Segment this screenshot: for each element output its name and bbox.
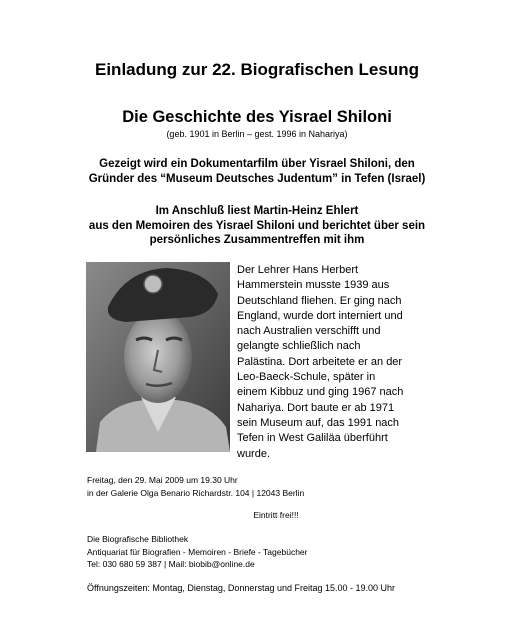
- bio-line: wurde.: [237, 447, 271, 460]
- intro-line: Gründer des “Museum Deutsches Judentum” in Tefen (Israel): [88, 173, 426, 185]
- document-subtitle: Die Geschichte des Yisrael Shiloni: [122, 108, 392, 126]
- bio-line: Nahariya. Dort baute er ab 1971: [237, 401, 395, 414]
- bio-line: Tefen in West Galiläa überführt: [237, 432, 388, 445]
- bio-line: gelangte schließlich nach: [237, 340, 361, 353]
- biography-text: [237, 263, 425, 462]
- document-title: Einladung zur 22. Biografischen Lesung: [95, 60, 419, 79]
- bio-line: einem Kibbuz und ging 1967 nach: [237, 386, 404, 399]
- library-name: Die Biografische Bibliothek: [87, 534, 189, 544]
- bio-line: Palästina. Dort arbeitete er an der: [237, 355, 403, 368]
- event-location: in der Galerie Olga Benario Richardstr. 104 | 12043 Berlin: [87, 487, 305, 498]
- intro-line: Gezeigt wird ein Dokumentarfilm über Yisrael Shiloni, den: [99, 158, 415, 170]
- birth-death-dates: (geb. 1901 in Berlin – gest. 1996 in Nahariya): [166, 129, 348, 139]
- reading-line: persönliches Zusammentreffen mit ihm: [149, 234, 365, 246]
- reading-line: aus den Memoiren des Yisrael Shiloni und berichtet über sein: [88, 219, 426, 232]
- opening-hours: Öffnungszeiten: Montag, Dienstag, Donnerstag und Freitag 15.00 - 19.00 Uhr: [87, 583, 396, 593]
- reading-paragraph: [0, 204, 514, 248]
- intro-paragraph: [0, 157, 514, 187]
- library-contact: Tel: 030 680 59 387 | Mail: biobib@online.de: [87, 559, 255, 569]
- entry-notice: Eintritt frei!!!: [253, 510, 299, 520]
- portrait-photo: [86, 262, 230, 452]
- bio-line: England, wurde dort interniert und: [237, 309, 403, 322]
- bio-line: Der Lehrer Hans Herbert: [237, 264, 359, 276]
- event-date: Freitag, den 29. Mai 2009 um 19.30 Uhr: [87, 475, 238, 485]
- library-description: Antiquariat für Biografien - Memoiren - Briefe - Tagebücher: [87, 546, 308, 557]
- library-info: [87, 533, 487, 571]
- bio-line: sein Museum auf, das 1991 nach: [237, 416, 400, 429]
- bio-line: Leo-Baeck-Schule, später in: [237, 371, 376, 384]
- bio-line: nach Australien verschifft und: [237, 325, 381, 338]
- bio-line: Deutschland fliehen. Er ging nach: [237, 294, 402, 307]
- event-details: [87, 474, 467, 499]
- reading-line: Im Anschluß liest Martin-Heinz Ehlert: [155, 205, 359, 217]
- bio-line: Hammerstein musste 1939 aus: [237, 279, 390, 292]
